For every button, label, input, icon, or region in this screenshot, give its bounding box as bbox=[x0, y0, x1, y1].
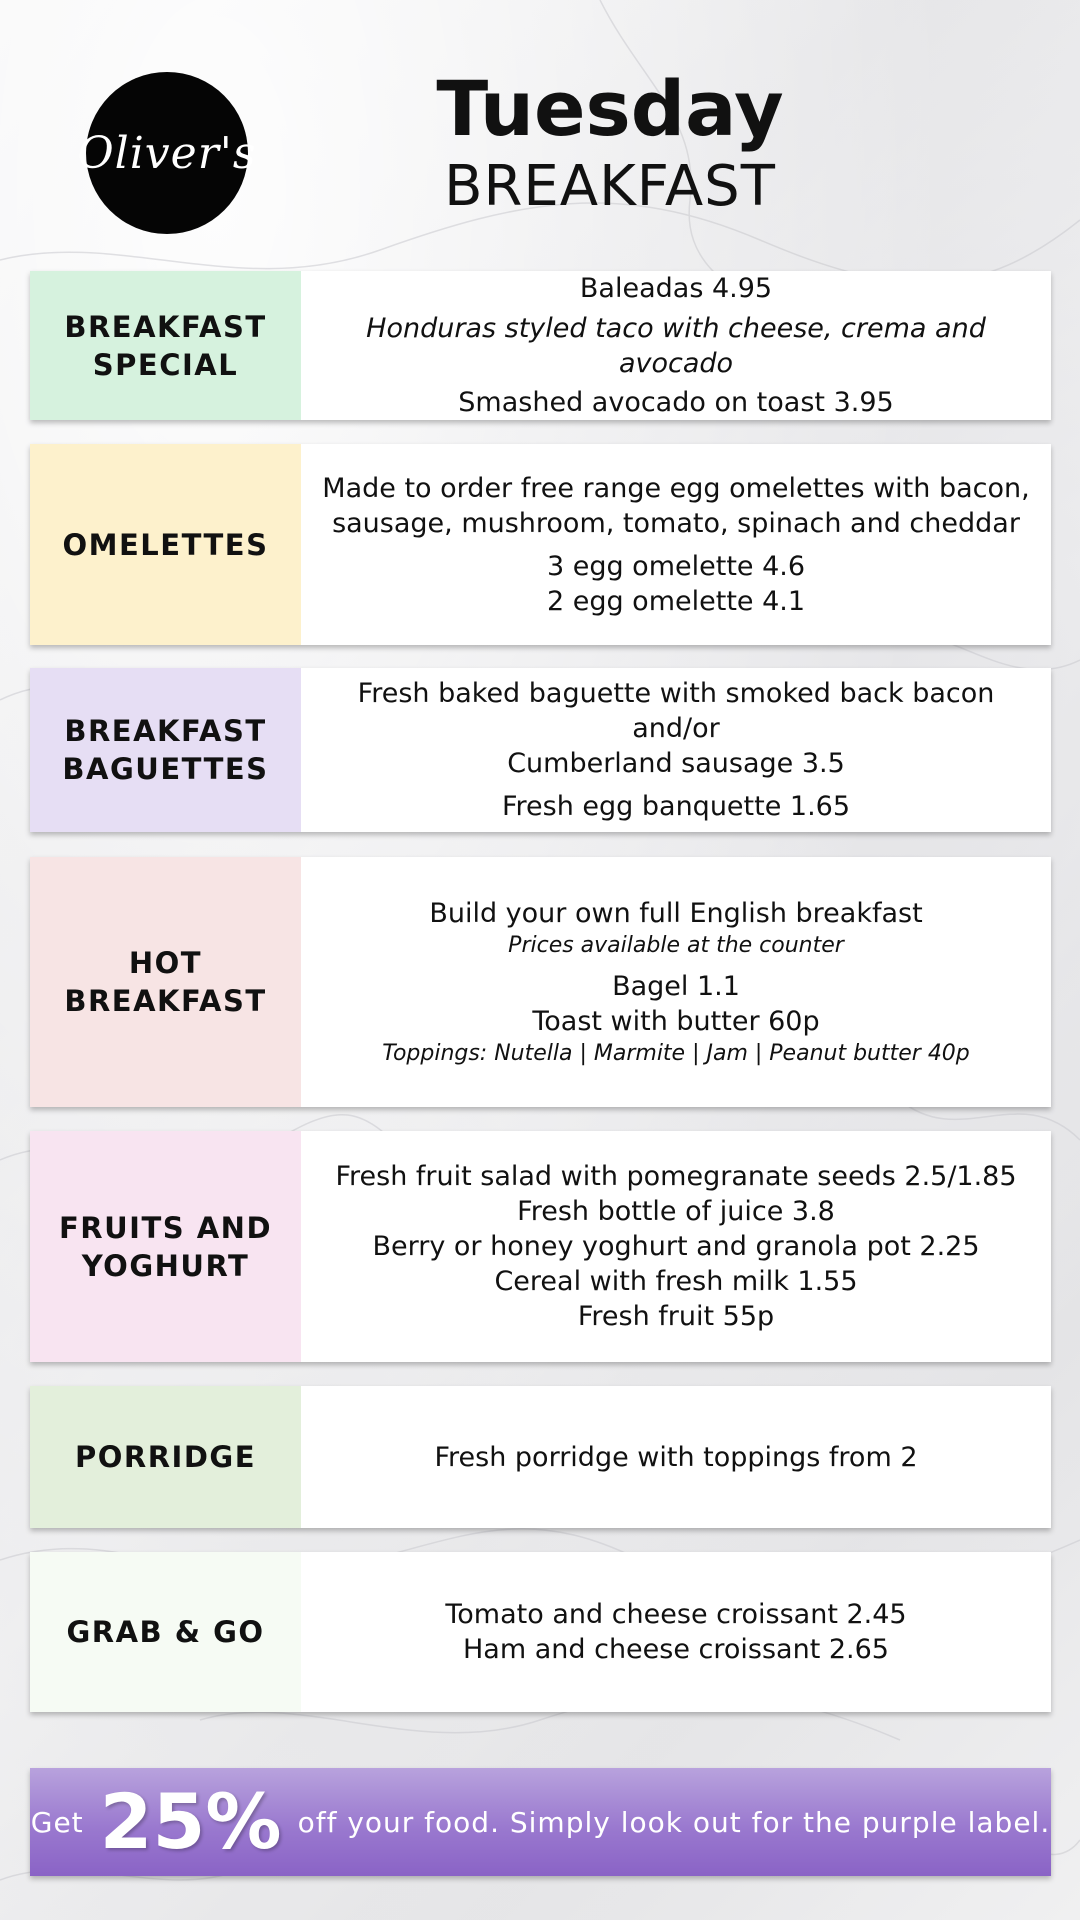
menu-item: 3 egg omelette 4.6 bbox=[546, 550, 806, 582]
menu-item: Smashed avocado on toast 3.95 bbox=[458, 387, 894, 418]
section-label: FRUITS AND YOGHURT bbox=[30, 1131, 301, 1362]
menu-item: Ham and cheese croissant 2.65 bbox=[462, 1634, 889, 1665]
menu-item: Bagel 1.1 bbox=[612, 970, 740, 1002]
section-content bbox=[301, 857, 1051, 1107]
section-content bbox=[301, 1552, 1051, 1712]
menu-item: 2 egg omelette 4.1 bbox=[546, 585, 806, 617]
menu-note: Toppings: Nutella | Marmite | Jam | Peanut butter 40p bbox=[382, 1040, 970, 1066]
section-label: GRAB & GO bbox=[30, 1552, 301, 1712]
menu-item: Fresh fruit salad with pomegranate seeds 2.5/1.85 bbox=[335, 1161, 1017, 1192]
promo-percent: 25% bbox=[99, 1777, 282, 1866]
logo-text: Oliver's bbox=[77, 127, 257, 179]
section-fruits-and-yoghurt bbox=[30, 1131, 1051, 1362]
section-label: BREAKFAST BAGUETTES bbox=[30, 668, 301, 832]
day-title: Tuesday bbox=[436, 64, 784, 153]
section-content bbox=[301, 1131, 1051, 1362]
section-content bbox=[301, 668, 1051, 832]
logo bbox=[77, 72, 257, 234]
section-content bbox=[301, 1386, 1051, 1528]
promo-banner bbox=[30, 1768, 1051, 1876]
section-label: HOT BREAKFAST bbox=[30, 857, 301, 1107]
section-content bbox=[301, 444, 1051, 645]
section-label: BREAKFAST SPECIAL bbox=[30, 271, 301, 420]
menu-item: Fresh baked baguette with smoked back bacon and/or bbox=[357, 678, 995, 744]
menu-item: Cereal with fresh milk 1.55 bbox=[494, 1266, 858, 1297]
section-breakfast-baguettes bbox=[30, 668, 1051, 832]
section-label: PORRIDGE bbox=[30, 1386, 301, 1528]
section-porridge bbox=[30, 1386, 1051, 1528]
menu-item: Tomato and cheese croissant 2.45 bbox=[445, 1599, 907, 1630]
menu-item-description: sausage, mushroom, tomato, spinach and cheddar bbox=[332, 507, 1020, 539]
menu-item: Fresh porridge with toppings from 2 bbox=[434, 1441, 918, 1473]
menu-item: Build your own full English breakfast bbox=[429, 897, 923, 929]
section-grab-and-go bbox=[30, 1552, 1051, 1712]
menu-item-description: Honduras styled taco with cheese, crema and avocado bbox=[366, 312, 986, 379]
section-content bbox=[301, 271, 1051, 420]
section-omelettes bbox=[30, 444, 1051, 645]
menu-item: Berry or honey yoghurt and granola pot 2.25 bbox=[372, 1231, 980, 1262]
menu-item: Fresh egg banquette 1.65 bbox=[501, 791, 851, 822]
section-label: OMELETTES bbox=[30, 444, 301, 645]
menu-item: Toast with butter 60p bbox=[532, 1005, 820, 1037]
menu-item: Fresh fruit 55p bbox=[577, 1301, 775, 1332]
promo-text-after: off your food. Simply look out for the purple label. bbox=[297, 1805, 1051, 1839]
menu-item: Fresh bottle of juice 3.8 bbox=[517, 1196, 835, 1227]
section-breakfast-special bbox=[30, 271, 1051, 420]
menu-item: Cumberland sausage 3.5 bbox=[507, 748, 845, 779]
menu-item-description: Made to order free range egg omelettes with bacon, bbox=[322, 472, 1030, 504]
meal-title: BREAKFAST bbox=[444, 154, 776, 219]
menu-item: Baleadas 4.95 bbox=[579, 273, 773, 304]
section-hot-breakfast bbox=[30, 857, 1051, 1107]
promo-text-before: Get bbox=[30, 1805, 84, 1839]
menu-note: Prices available at the counter bbox=[508, 932, 844, 958]
